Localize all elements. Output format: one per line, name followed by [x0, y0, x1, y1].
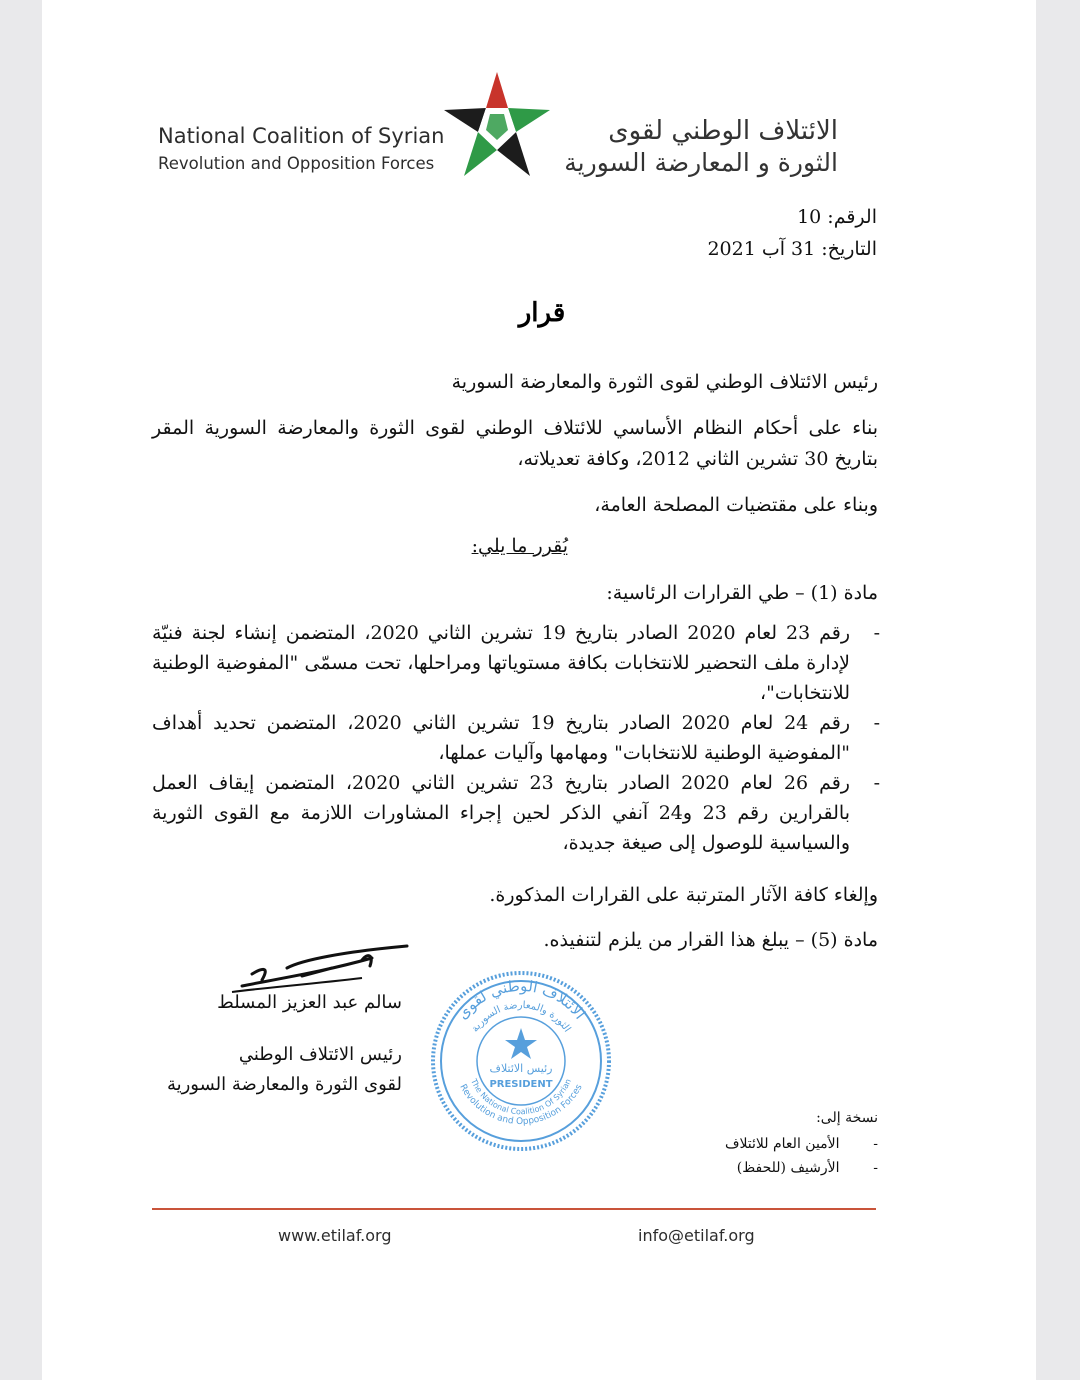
svg-text:الائتلاف الوطني لقوى: الائتلاف الوطني لقوى: [453, 976, 590, 1023]
handwritten-signature: [192, 938, 412, 998]
list-item-text: رقم 24 لعام 2020 الصادر بتاريخ 19 تشرين الثاني 2020، المتضمن تحديد أهداف "المفوضية الوطنية للانتخابات" ومهامها وآليات عملها،: [152, 712, 850, 764]
signatory-title-line1: رئيس الائتلاف الوطني: [238, 1044, 402, 1065]
copy-item: [642, 1136, 878, 1152]
svg-text:PRESIDENT: PRESIDENT: [489, 1079, 553, 1090]
copy-dash: -: [873, 1160, 878, 1176]
list-item: [152, 708, 880, 768]
copy-recipient: الأرشيف (للحفظ): [736, 1160, 840, 1176]
list-item-text: رقم 26 لعام 2020 الصادر بتاريخ 23 تشرين الثاني 2020، المتضمن إيقاف العمل بالقرارين رقم 23 و24 آنفي الذكر لحين إجراء المشاورات اللازمة مع القوى الثورية والسياسية للوصول إلى صيغة جديدة،: [152, 772, 850, 854]
org-name-en-line1: National Coalition of Syrian: [158, 124, 445, 148]
official-stamp: [426, 966, 616, 1156]
footer-website: www.etilaf.org: [278, 1226, 392, 1245]
decision-number: الرقم: 10: [797, 206, 877, 228]
decision-date: التاريخ: 31 آب 2021: [707, 238, 877, 260]
star-logo-icon: [442, 70, 552, 180]
footer-email: info@etilaf.org: [638, 1226, 755, 1245]
signatory-title-line2: لقوى الثورة والمعارضة السورية: [166, 1074, 402, 1095]
list-dash: -: [873, 712, 880, 734]
list-item: [152, 768, 880, 858]
copies-label: نسخة إلى:: [816, 1110, 878, 1126]
signatory-name: سالم عبد العزيز المسلط: [217, 992, 402, 1013]
article-1-heading: مادة (1) – طي القرارات الرئاسية:: [606, 582, 878, 604]
copy-recipient: الأمين العام للائتلاف: [724, 1136, 840, 1152]
basis-paragraph-1: بناء على أحكام النظام الأساسي للائتلاف الوطني لقوى الثورة والمعارضة السورية المقر بتاريخ 30 تشرين الثاني 2012، وكافة تعديلاته،: [152, 417, 878, 470]
svg-text:رئيس الائتلاف: رئيس الائتلاف: [489, 1062, 553, 1075]
svg-text:الثورة والمعارضة السورية: الثورة والمعارضة السورية: [469, 999, 573, 1035]
copy-item: [642, 1160, 878, 1176]
document-page: [42, 0, 1036, 1380]
org-name-ar-line1: الائتلاف الوطني لقوى: [608, 116, 838, 146]
document-title: قرار: [518, 298, 566, 328]
copy-dash: -: [873, 1136, 878, 1152]
org-name-ar-line2: الثورة و المعارضة السورية: [564, 148, 838, 177]
article-5-line: مادة (5) – يبلغ هذا القرار من يلزم لتنفيذه.: [543, 929, 878, 951]
decides-heading: يُقرر ما يلي:: [471, 535, 568, 557]
svg-text:Revolution and Opposition Forc: Revolution and Opposition Forces: [457, 1082, 585, 1128]
footer-divider: [152, 1208, 876, 1210]
list-dash: -: [873, 772, 880, 794]
basis-paragraph-2: وبناء على مقتضيات المصلحة العامة،: [594, 494, 878, 516]
issuer-line: رئيس الائتلاف الوطني لقوى الثورة والمعارضة السورية: [451, 371, 878, 393]
revoked-decisions-list: [152, 618, 880, 858]
svg-text:The National Coalition Of Syri: The National Coalition Of Syrian: [469, 1077, 573, 1117]
org-name-en-line2: Revolution and Opposition Forces: [158, 154, 435, 173]
list-item-text: رقم 23 لعام 2020 الصادر بتاريخ 19 تشرين الثاني 2020، المتضمن إنشاء لجنة فنيّة لإدارة ملف التحضير للانتخابات بكافة مستوياتها ومراحلها، تحت مسمّى "المفوضية الوطنية للانتخابات"،: [152, 622, 850, 704]
list-dash: -: [873, 622, 880, 644]
list-item: [152, 618, 880, 708]
cancel-effects-line: وإلغاء كافة الآثار المترتبة على القرارات المذكورة.: [489, 884, 878, 906]
